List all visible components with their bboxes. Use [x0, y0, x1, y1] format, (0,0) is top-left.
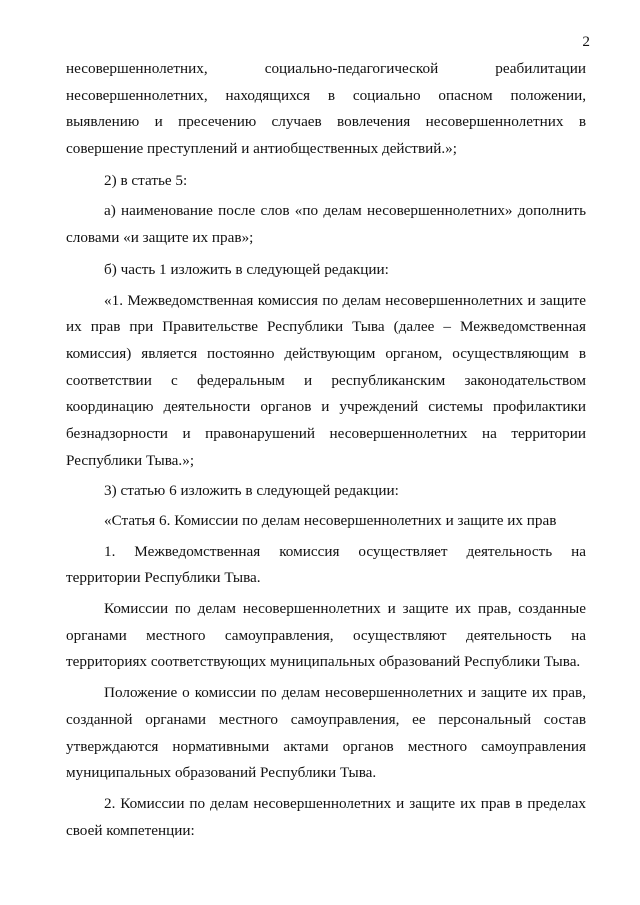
- text-line: выявлению и пресечению случаев вовлечения несовершеннолетних в: [66, 113, 586, 131]
- text-line: а) наименование после слов «по делам несовершеннолетних» дополнить: [104, 202, 586, 220]
- text-line: комиссия) является постоянно действующим органом, осуществляющим в: [66, 344, 586, 362]
- text-line: созданной органами местного самоуправления, ее персональный состав: [66, 710, 586, 728]
- text-line: Комиссии по делам несовершеннолетних и защите их прав, созданные: [104, 600, 586, 618]
- text-line: б) часть 1 изложить в следующей редакции:: [104, 260, 389, 278]
- text-line: органами местного самоуправления, осуществляют деятельность на: [66, 626, 586, 644]
- text-line: несовершеннолетних, социально-педагогической реабилитации: [66, 60, 586, 77]
- text-line: соответствии с федеральным и республиканским законодательством: [66, 371, 586, 389]
- text-line: совершение преступлений и антиобщественных действий.»;: [66, 140, 457, 158]
- text-line: Положение о комиссии по делам несовершеннолетних и защите их прав,: [104, 684, 586, 702]
- text-line: их прав при Правительстве Республики Тыва (далее – Межведомственная: [66, 318, 586, 336]
- text-line: «Статья 6. Комиссии по делам несовершеннолетних и защите их прав: [104, 512, 557, 529]
- text-line: словами «и защите их прав»;: [66, 229, 254, 247]
- text-line: несовершеннолетних, находящихся в социально опасном положении,: [66, 86, 586, 104]
- text-line: муниципальных образований Республики Тыва.: [66, 764, 377, 782]
- text-line: 3) статью 6 изложить в следующей редакции:: [104, 482, 399, 500]
- text-line: 2. Комиссии по делам несовершеннолетних и защите их прав в пределах: [104, 794, 586, 812]
- text-line: 1. Межведомственная комиссия осуществляет деятельность на: [104, 542, 586, 560]
- text-line: безнадзорности и правонарушений несовершеннолетних на территории: [66, 424, 586, 442]
- text-line: территориях соответствующих муниципальных образований Республики Тыва.: [66, 653, 581, 671]
- text-line: территории Республики Тыва.: [66, 569, 261, 587]
- document-body: [66, 56, 586, 844]
- text-line: своей компетенции:: [66, 821, 195, 839]
- page-number: 2: [582, 33, 590, 50]
- text-line: Республики Тыва.»;: [66, 451, 195, 469]
- text-line: «1. Межведомственная комиссия по делам несовершеннолетних и защите: [104, 291, 586, 309]
- text-line: координацию деятельности органов и учреждений системы профилактики: [66, 398, 586, 416]
- text-line: 2) в статье 5:: [104, 171, 188, 189]
- text-line: утверждаются нормативными актами органов местного самоуправления: [66, 737, 586, 755]
